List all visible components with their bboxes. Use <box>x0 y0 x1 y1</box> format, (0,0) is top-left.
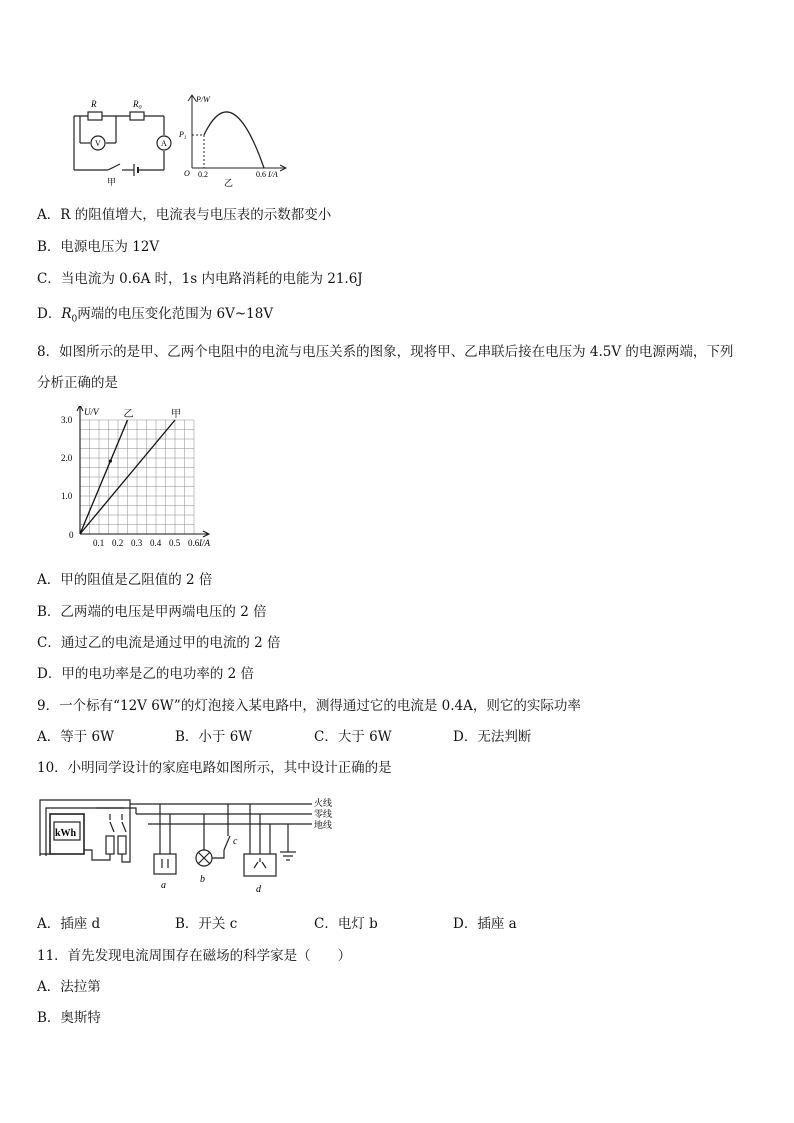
label-r: R <box>91 99 97 109</box>
fuse-2 <box>118 836 126 854</box>
q8-option-a: A．甲的阻值是乙阻值的 2 倍 <box>37 572 213 588</box>
x-axis-label: I/A <box>199 538 210 548</box>
power-curve <box>204 112 264 168</box>
label-d: d <box>256 884 261 895</box>
x-tick-label: 0.2 <box>112 538 124 548</box>
label-v: V <box>95 139 101 148</box>
q7-option-b: B．电源电压为 12V <box>37 239 160 255</box>
x-tick-label: 0.4 <box>150 538 162 548</box>
q10-option-d: D．插座 a <box>453 916 517 932</box>
q11-stem: 11．首先发现电流周围存在磁场的科学家是（ ） <box>37 948 352 964</box>
label-jia: 甲 <box>107 177 117 187</box>
q7-option-d <box>37 305 273 329</box>
q7-d-rest: 两端的电压变化范围为 6V~18V <box>77 306 274 322</box>
switch <box>108 164 120 170</box>
resistor-r0 <box>130 112 144 120</box>
label-p1: $P_1$ <box>179 130 187 141</box>
label-yi: 乙 <box>224 178 234 188</box>
q8-option-d: D．甲的电功率是乙的电功率的 2 倍 <box>37 666 254 682</box>
q7-d-sub: 0 <box>71 314 78 325</box>
q9-option-d: D．无法判断 <box>453 729 532 745</box>
origin-label: 0 <box>69 530 74 540</box>
figure-q10-household-circuit <box>36 792 346 902</box>
q7-option-c: C．当电流为 0.6A 时，1s 内电路消耗的电能为 21.6J <box>37 271 363 287</box>
label-a: A <box>161 139 167 148</box>
q7-d-prefix: D． <box>37 306 62 322</box>
q11-option-a: A．法拉第 <box>37 979 101 995</box>
label-02: 0.2 <box>198 170 208 179</box>
socket-d <box>244 854 276 876</box>
socket-a <box>154 854 176 874</box>
label-pw: P/W <box>196 95 210 104</box>
circuit-jia <box>74 112 171 176</box>
label-live: 火线 <box>314 798 333 808</box>
q9-option-b: B．小于 6W <box>175 729 253 745</box>
q7-d-var: R <box>61 306 72 322</box>
main-switch-2 <box>122 822 126 832</box>
x-tick-label: 0.5 <box>169 538 181 548</box>
label-b: b <box>200 874 205 885</box>
q10-stem: 10．小明同学设计的家庭电路如图所示，其中设计正确的是 <box>37 760 392 776</box>
y-axis-label: U/V <box>84 407 99 417</box>
resistor-r <box>88 112 102 120</box>
label-06: 0.6 <box>256 170 266 179</box>
label-r0: $R_0$ <box>133 99 142 111</box>
x-tick-label: 0.6 <box>188 538 200 548</box>
graph-yi <box>188 95 286 171</box>
q10-option-a: A．插座 d <box>37 916 101 932</box>
label-ia: I/A <box>268 170 278 179</box>
label-origin: O <box>184 169 190 178</box>
y-tick-label: 2.0 <box>61 453 73 463</box>
y-tick-label: 3.0 <box>61 415 73 425</box>
series-label-yi: 乙 <box>123 409 134 420</box>
label-neutral: 零线 <box>314 809 333 819</box>
switch-c <box>224 836 230 850</box>
q9-option-c: C．大于 6W <box>314 729 392 745</box>
point-marker <box>109 459 112 462</box>
q8-option-c: C．通过乙的电流是通过甲的电流的 2 倍 <box>37 635 281 651</box>
main-switch-1 <box>110 822 114 832</box>
q11-option-b: B．奥斯特 <box>37 1010 101 1026</box>
q7-option-a: A．R 的阻值增大，电流表与电压表的示数都变小 <box>37 207 332 223</box>
q9-stem: 9．一个标有“12V 6W”的灯泡接入某电路中，测得通过它的电流是 0.4A，则它的实际功率 <box>37 698 581 714</box>
q10-option-c: C．电灯 b <box>314 916 378 932</box>
x-tick-label: 0.3 <box>131 538 143 548</box>
q8-stem-line1: 8．如图所示的是甲、乙两个电阻中的电流与电压关系的图象，现将甲、乙串联后接在电压为 4.5V 的电源两端，下列 <box>37 344 734 360</box>
y-tick-label: 1.0 <box>61 491 73 501</box>
q8-stem-line2: 分析正确的是 <box>37 375 118 391</box>
fuse-1 <box>106 836 114 854</box>
ui-chart <box>56 406 226 556</box>
q10-option-b: B．开关 c <box>175 916 238 932</box>
label-ground: 地线 <box>314 820 333 830</box>
q9-option-a: A．等于 6W <box>37 729 115 745</box>
x-tick-label: 0.1 <box>93 538 105 548</box>
figure-q7 <box>60 88 300 188</box>
q8-option-b: B．乙两端的电压是甲两端电压的 2 倍 <box>37 604 267 620</box>
label-a: a <box>161 880 166 891</box>
label-meter: kWh <box>55 828 77 839</box>
series-label-jia: 甲 <box>171 409 181 420</box>
label-c: c <box>233 836 238 847</box>
